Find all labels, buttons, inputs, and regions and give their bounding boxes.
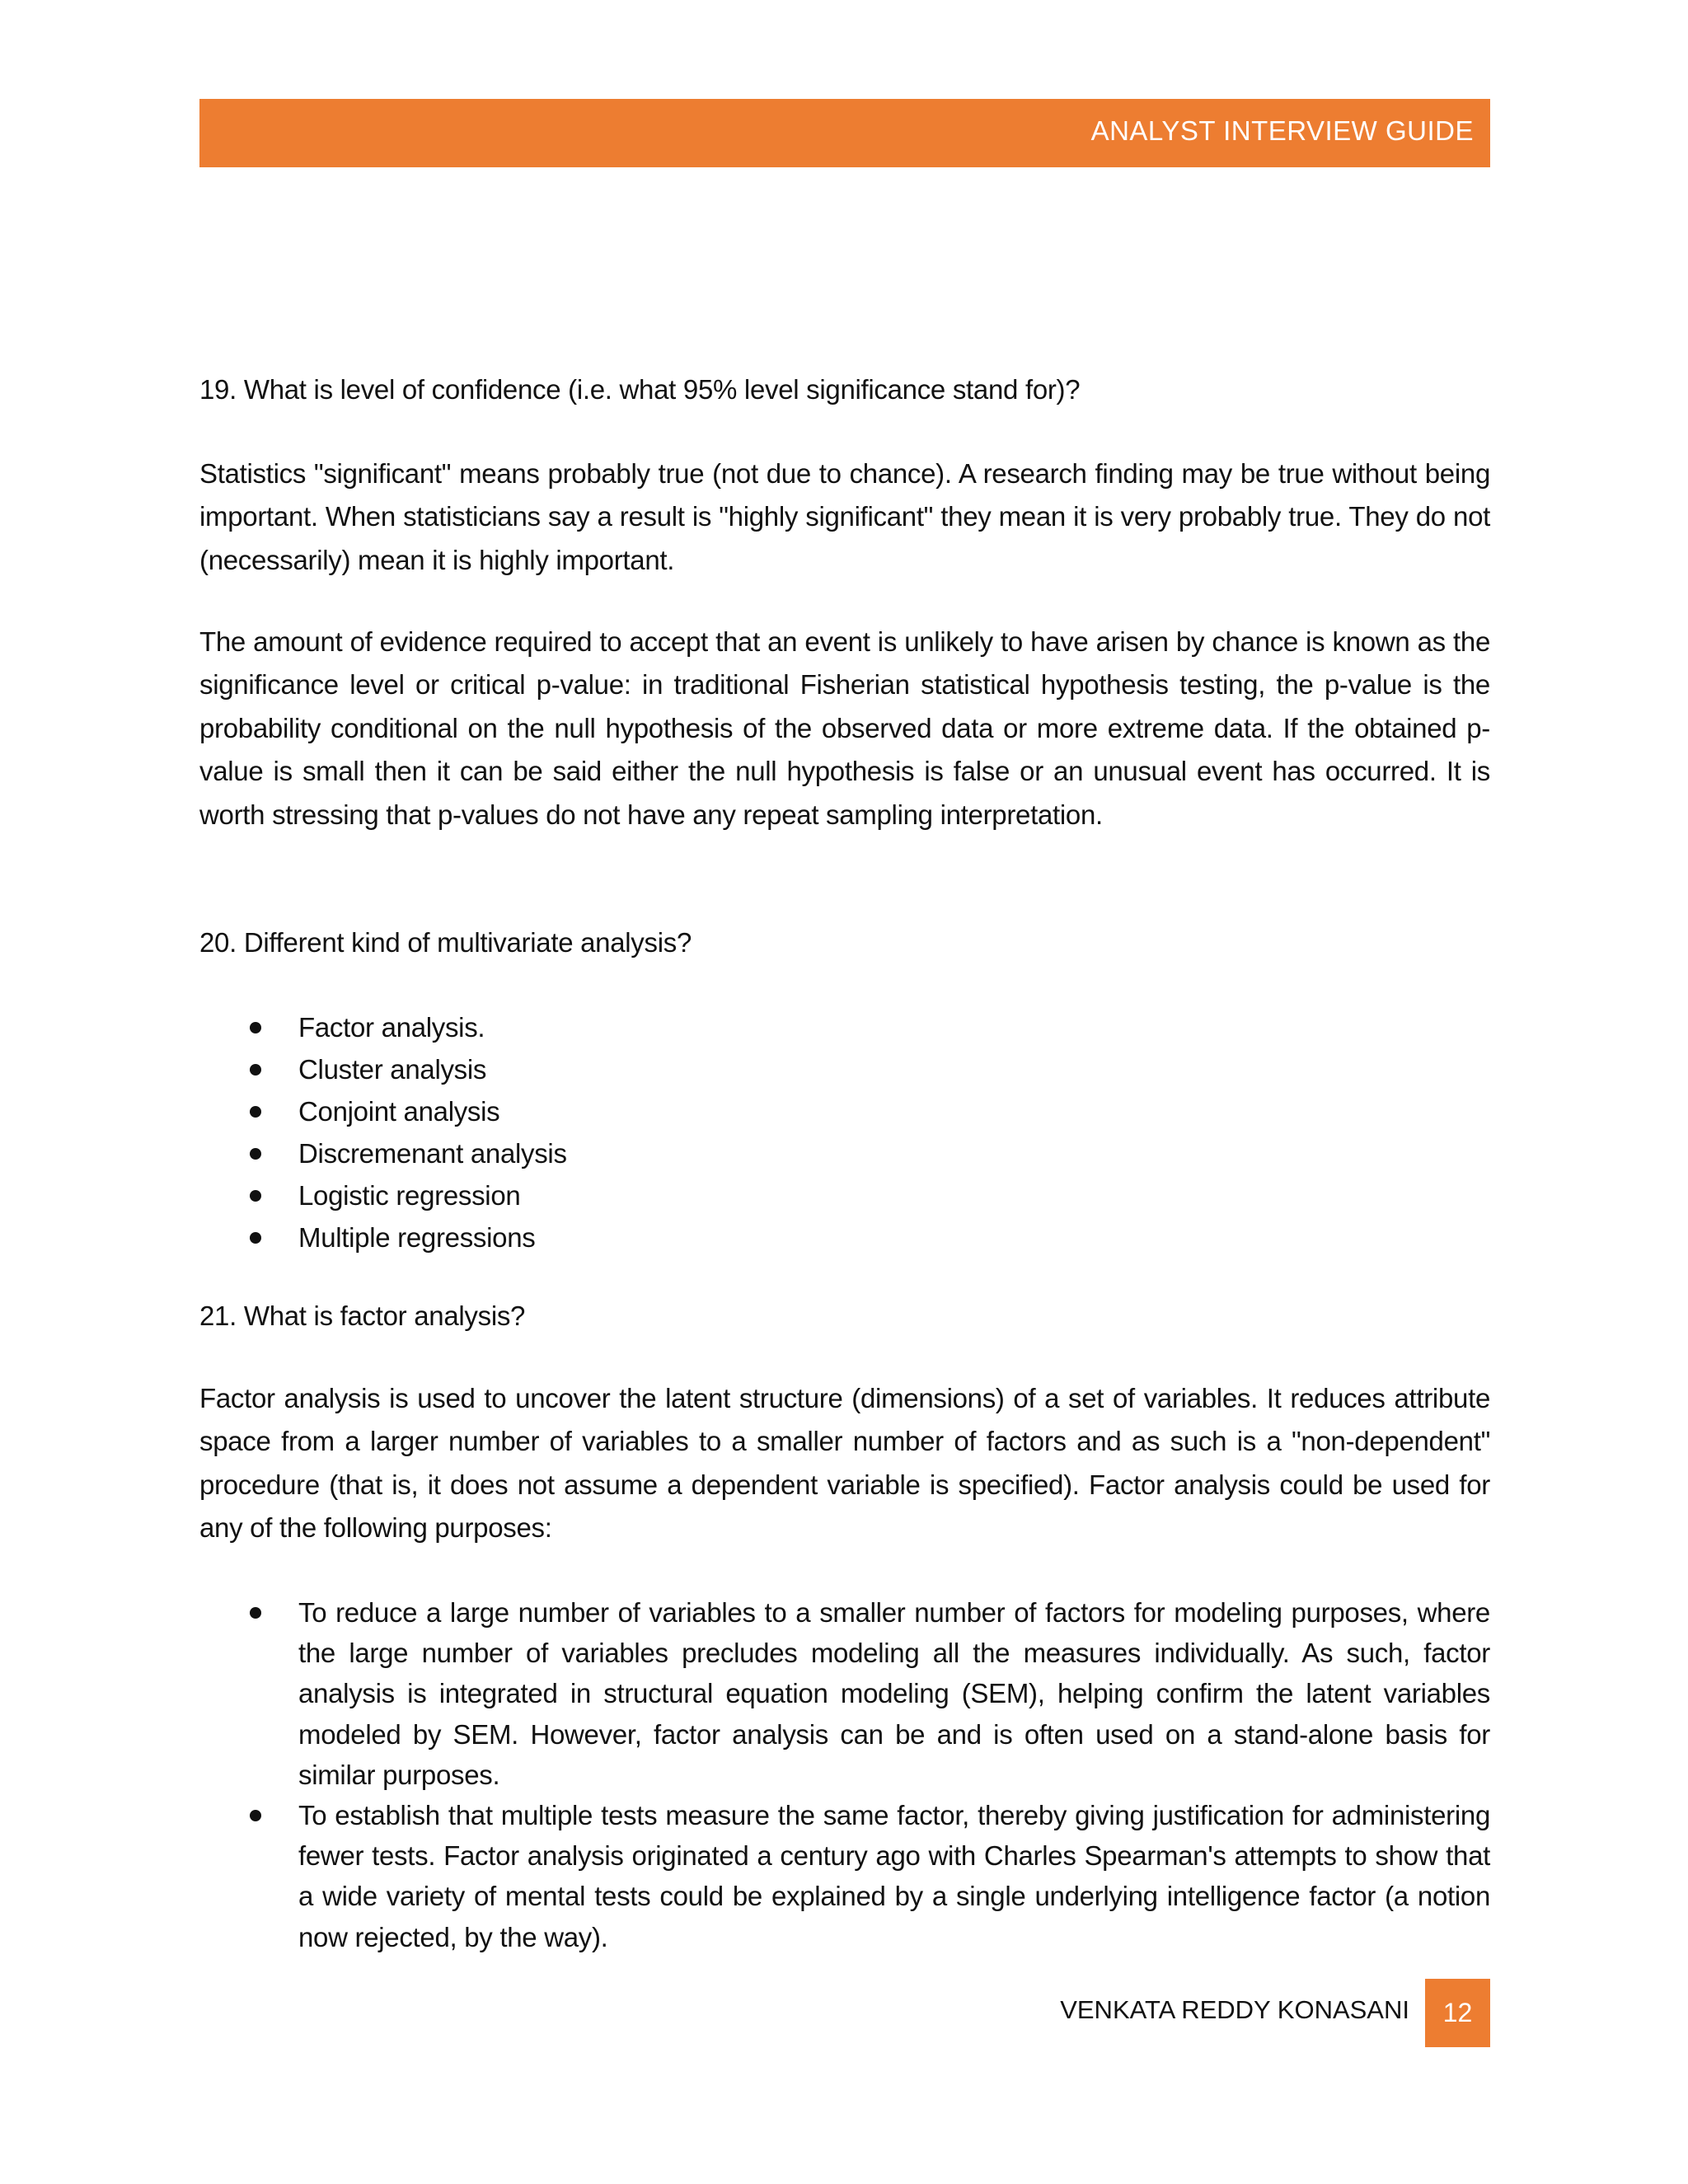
paragraph-text: The amount of evidence required to accept that an event is unlikely to have arisen by chance is known as the significance level or critical p-value: in traditional Fisherian statistical hypothesis testing, the p-value is the probability conditional on the null hypothesis of the observed data or more extreme data. If the obtained p-value is small then it can be said either the null hypothesis is false or an unusual event has occurred. It is worth stressing that p-values do not have any repeat sampling interpretation.	[199, 626, 1490, 830]
question-21	[199, 1295, 1490, 1338]
list-item-text: Factor analysis.	[298, 1012, 485, 1043]
bullet-icon	[250, 1810, 261, 1821]
author-name: VENKATA REDDY KONASANI	[1060, 1995, 1409, 2024]
list-item-text: Multiple regressions	[298, 1222, 536, 1253]
list-item	[199, 1216, 1490, 1258]
list-item	[199, 1592, 1490, 1795]
paragraph	[199, 1377, 1490, 1550]
list-item	[199, 1795, 1490, 1957]
page-number: 12	[1425, 1979, 1490, 2047]
paragraph	[199, 621, 1490, 837]
bullet-icon	[250, 1190, 261, 1202]
list-item	[199, 1048, 1490, 1090]
bullet-icon	[250, 1148, 261, 1160]
question-20	[199, 921, 1490, 964]
list-item	[199, 1132, 1490, 1174]
question-19	[199, 368, 1490, 411]
list-item	[199, 1090, 1490, 1132]
paragraph-text: Statistics "significant" means probably true (not due to chance). A research finding may be true without being important. When statisticians say a result is "highly significant" they mean it is very probably true. They do not (necessarily) mean it is highly important.	[199, 458, 1490, 575]
list-item-text: Cluster analysis	[298, 1054, 487, 1085]
paragraph	[199, 452, 1490, 582]
multivariate-list	[199, 1006, 1490, 1258]
header-title: ANALYST INTERVIEW GUIDE	[1090, 115, 1474, 146]
bullet-icon	[250, 1022, 261, 1033]
bullet-icon	[250, 1064, 261, 1076]
list-item-text: Discremenant analysis	[298, 1138, 567, 1169]
bullet-icon	[250, 1232, 261, 1244]
header-bar	[199, 99, 1490, 167]
question-heading: 19. What is level of confidence (i.e. what 95% level significance stand for)?	[199, 374, 1081, 405]
footer	[0, 1979, 1688, 2047]
bullet-icon	[250, 1106, 261, 1118]
list-item-text: To establish that multiple tests measure the same factor, thereby giving justification for administering fewer tests. Factor analysis originated a century ago with Charles Spearman's attempts to show that a wide variety of mental tests could be explained by a single underlying intelligence factor (a notion now rejected, by the way).	[298, 1800, 1490, 1952]
list-item	[199, 1006, 1490, 1048]
paragraph-text: Factor analysis is used to uncover the latent structure (dimensions) of a set of variables. It reduces attribute space from a larger number of variables to a smaller number of factors and as such is a "non-dependent" procedure (that is, it does not assume a dependent variable is specified). Factor analysis could be used for any of the following purposes:	[199, 1383, 1490, 1544]
question-heading: 21. What is factor analysis?	[199, 1301, 526, 1331]
list-item-text: Conjoint analysis	[298, 1096, 500, 1127]
list-item-text: To reduce a large number of variables to a smaller number of factors for modeling purposes, where the large number of variables precludes modeling all the measures individually. As such, factor analysis is integrated in structural equation modeling (SEM), helping confirm the latent variables modeled by SEM. However, factor analysis can be and is often used on a stand-alone basis for similar purposes.	[298, 1597, 1490, 1790]
list-item-text: Logistic regression	[298, 1180, 521, 1211]
question-heading: 20. Different kind of multivariate analysis?	[199, 927, 692, 958]
bullet-icon	[250, 1607, 261, 1619]
list-item	[199, 1174, 1490, 1216]
purposes-list	[199, 1592, 1490, 1957]
